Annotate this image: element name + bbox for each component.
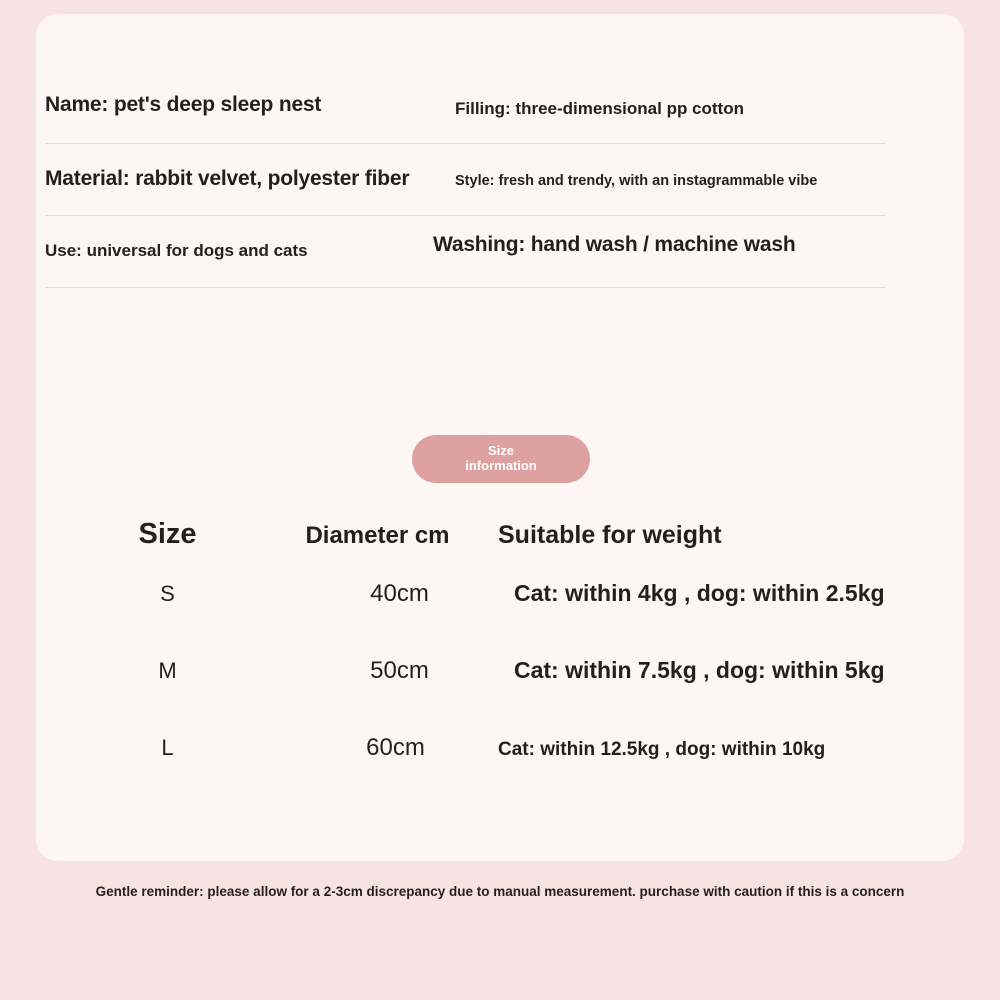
spec-use-label: Use: universal for dogs and cats: [45, 241, 308, 260]
spec-name-label: Name: pet's deep sleep nest: [45, 93, 322, 116]
header-size: Size: [138, 518, 197, 550]
cell-weight: Cat: within 12.5kg , dog: within 10kg: [498, 739, 826, 760]
size-chart-header: [60, 518, 1000, 580]
cell-diameter: 40cm: [370, 580, 429, 607]
spec-table: [45, 72, 885, 288]
spec-material-label: Material: rabbit velvet, polyester fiber: [45, 167, 410, 190]
row-divider: [45, 287, 885, 288]
cell-size: L: [161, 735, 174, 760]
cell-size: M: [158, 658, 177, 683]
spec-washing-label: Washing: hand wash / machine wash: [433, 233, 796, 256]
cell-weight: Cat: within 4kg , dog: within 2.5kg: [514, 580, 885, 606]
size-badge-line1: Size: [487, 443, 514, 459]
spec-filling-label: Filling: three-dimensional pp cotton: [455, 99, 744, 118]
cell-size: S: [160, 581, 175, 606]
spec-row: [45, 144, 885, 216]
cell-diameter: 50cm: [370, 657, 429, 684]
table-row: [60, 657, 1000, 734]
size-information-badge: [412, 435, 590, 483]
spec-style-label: Style: fresh and trendy, with an instagrammable vibe: [455, 173, 818, 189]
header-diameter: Diameter cm: [305, 522, 450, 549]
footer-note: Gentle reminder: please allow for a 2-3cm discrepancy due to manual measurement. purchase with caution if this is a concern: [95, 884, 905, 899]
spec-row: [45, 216, 885, 288]
table-row: [60, 734, 1000, 811]
spec-row: [45, 72, 885, 144]
header-weight: Suitable for weight: [498, 521, 722, 549]
cell-weight: Cat: within 7.5kg , dog: within 5kg: [514, 657, 885, 683]
cell-diameter: 60cm: [366, 734, 425, 761]
size-chart: [60, 518, 1000, 811]
table-row: [60, 580, 1000, 657]
size-badge-line2: information: [465, 458, 537, 473]
